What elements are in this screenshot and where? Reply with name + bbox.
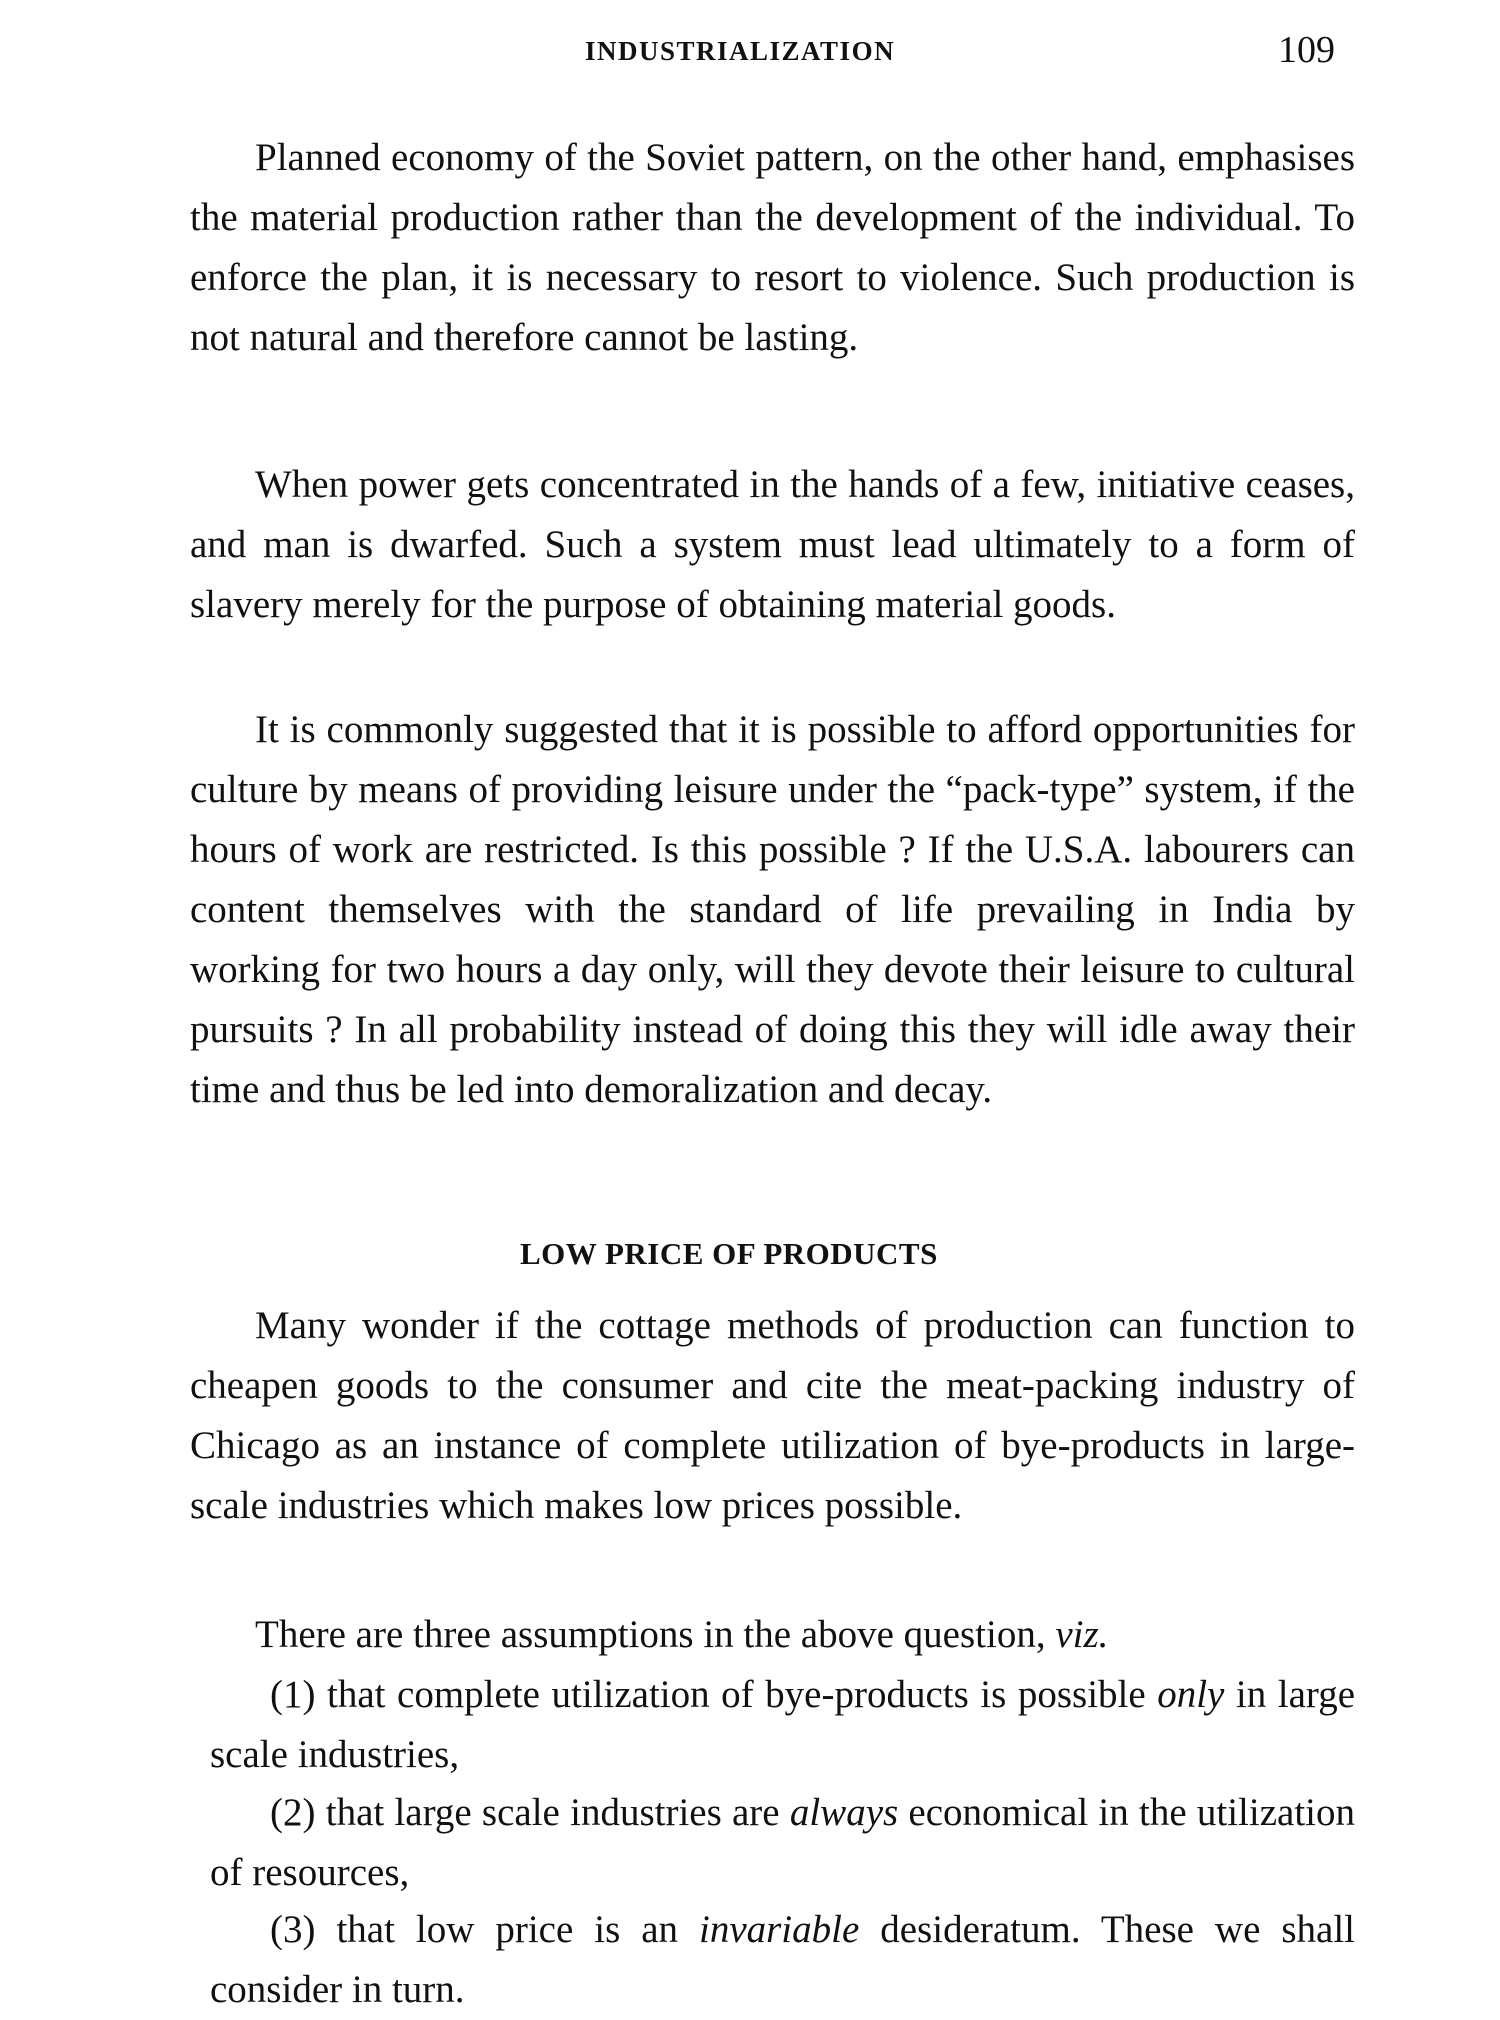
assumption-text-end: desideratum. These we shall consider in turn. (210, 1908, 1356, 2011)
page-number: 109 (1278, 29, 1335, 71)
assumption-emphasis: always (789, 1791, 899, 1834)
section-heading: LOW PRICE OF PRODUCTS (520, 1236, 938, 1271)
assumption-text: that complete utilization of bye-products is possible (327, 1673, 1158, 1716)
assumption-number: (1) (270, 1673, 316, 1716)
assumption-text-end: in large scale industries, (210, 1673, 1356, 1776)
assumption-text-end: economical in the utilization of resources, (210, 1791, 1355, 1894)
paragraph-concentrated-power: When power gets concentrated in the hands of a few, initiative ceases, and man is dwarfed. Such a system must lead ultimately to a form of slavery merely for the purpose of obtaining material goods. (190, 463, 1355, 626)
paragraph-cottage-methods: Many wonder if the cottage methods of production can function to cheapen goods to the consumer and cite the meat-packing industry of Chicago as an instance of complete utilization of bye-products in large-scale industries which makes low prices possible. (190, 1304, 1355, 1527)
assumption-number: (3) (270, 1908, 316, 1951)
assumptions-intro (190, 1605, 1355, 1665)
paragraph-soviet-planned-economy: Planned economy of the Soviet pattern, on the other hand, emphasises the material production rather than the development of the individual. To enforce the plan, it is necessary to resort to violence. Such production is not natural and therefore cannot be lasting. (190, 136, 1355, 359)
assumption-emphasis: only (1157, 1673, 1225, 1716)
assumption-item (210, 1665, 1355, 1785)
running-head: INDUSTRIALIZATION (585, 36, 896, 66)
assumption-item (210, 1900, 1355, 2020)
assumption-item (210, 1783, 1355, 1903)
assumption-text: that low price is an (336, 1908, 699, 1951)
assumption-emphasis: invariable (698, 1908, 860, 1951)
assumptions-intro-text: There are three assumptions in the above question, (255, 1613, 1046, 1656)
assumption-text: that large scale industries are (325, 1791, 790, 1834)
assumptions-intro-viz: viz. (1055, 1613, 1109, 1656)
paragraph-leisure-culture: It is commonly suggested that it is possible to afford opportunities for culture by means of providing leisure under the “pack-type” system, if the hours of work are restricted. Is this possible ? If the U.S.A. labourers can content themselves with the standard of life prevailing in India by working for two hours a day only, will they devote their leisure to cultural pursuits ? In all probability instead of doing this they will idle away their time and thus be led into demoralization and decay. (190, 708, 1355, 1111)
assumption-number: (2) (270, 1791, 316, 1834)
